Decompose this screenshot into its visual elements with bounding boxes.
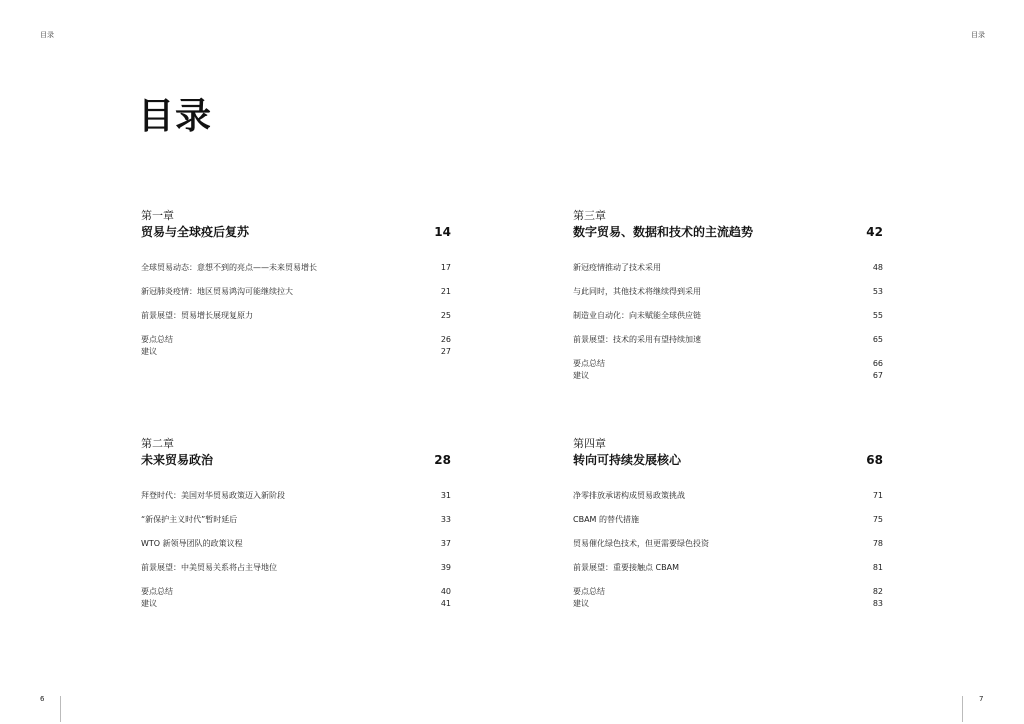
chapter-label: 第四章 xyxy=(573,437,606,450)
entry-title: 拜登时代：美国对华贸易政策迈入新阶段 xyxy=(141,491,285,500)
toc-entry[interactable] xyxy=(141,346,451,358)
chapter-page-number: 42 xyxy=(866,225,883,239)
chapter-entries xyxy=(141,490,451,610)
chapter-page-number: 28 xyxy=(434,453,451,467)
entry-title: 要点总结 xyxy=(573,359,605,368)
page-number-right: 7 xyxy=(979,695,984,703)
toc-entry[interactable] xyxy=(141,514,451,526)
entry-page: 82 xyxy=(872,587,883,596)
toc-entry[interactable] xyxy=(141,262,451,274)
toc-entry[interactable] xyxy=(141,562,451,574)
entry-page: 75 xyxy=(872,515,883,524)
chapter-title: 数字贸易、数据和技术的主流趋势 xyxy=(573,225,754,239)
toc-entry[interactable] xyxy=(573,562,883,574)
entry-page: 27 xyxy=(440,347,451,356)
entry-page: 65 xyxy=(872,335,883,344)
folio-divider-left xyxy=(60,696,61,722)
entry-title: 要点总结 xyxy=(573,587,605,596)
toc-entry[interactable] xyxy=(573,334,883,346)
toc-entry[interactable] xyxy=(573,358,883,370)
toc-entry[interactable] xyxy=(573,514,883,526)
entry-page: 66 xyxy=(872,359,883,368)
running-head-right: 目录 xyxy=(971,31,985,39)
toc-entry[interactable] xyxy=(573,286,883,298)
toc-entry[interactable] xyxy=(141,490,451,502)
entry-title: 前景展望：重要接触点 CBAM xyxy=(573,563,679,572)
toc-entry[interactable] xyxy=(573,310,883,322)
toc-entry[interactable] xyxy=(573,538,883,550)
entry-page: 81 xyxy=(872,563,883,572)
entry-title: 建议 xyxy=(573,371,589,380)
chapter-label: 第二章 xyxy=(141,437,174,450)
entry-page: 67 xyxy=(872,371,883,380)
chapter-page-number: 14 xyxy=(434,225,451,239)
toc-entry[interactable] xyxy=(573,370,883,382)
chapter-entries xyxy=(141,262,451,358)
chapter-title: 转向可持续发展核心 xyxy=(573,453,682,467)
entry-title: 贸易催化绿色技术，但更需要绿色投资 xyxy=(573,539,709,548)
entry-page: 37 xyxy=(440,539,451,548)
entry-title: 要点总结 xyxy=(141,335,173,344)
toc-entry[interactable] xyxy=(141,598,451,610)
entry-title: 要点总结 xyxy=(141,587,173,596)
chapter-heading[interactable] xyxy=(141,224,451,240)
entry-page: 21 xyxy=(440,287,451,296)
entry-page: 33 xyxy=(440,515,451,524)
entry-page: 31 xyxy=(440,491,451,500)
toc-entry[interactable] xyxy=(141,334,451,346)
entry-page: 26 xyxy=(440,335,451,344)
chapter-4 xyxy=(573,437,883,610)
entry-title: 前景展望：中美贸易关系将占主导地位 xyxy=(141,563,277,572)
entry-title: 净零排放承诺构成贸易政策挑战 xyxy=(573,491,685,500)
entry-title: 建议 xyxy=(573,599,589,608)
toc-entry[interactable] xyxy=(141,310,451,322)
chapter-heading[interactable] xyxy=(573,452,883,468)
page-number-left: 6 xyxy=(40,695,45,703)
entry-title: 新冠疫情推动了技术采用 xyxy=(573,263,661,272)
entry-page: 25 xyxy=(440,311,451,320)
entry-title: 新冠肺炎疫情：地区贸易鸿沟可能继续拉大 xyxy=(141,287,293,296)
entry-title: 全球贸易动态：意想不到的亮点——未来贸易增长 xyxy=(141,263,317,272)
chapter-label: 第三章 xyxy=(573,209,606,222)
entry-title: 前景展望：贸易增长展现复原力 xyxy=(141,311,253,320)
entry-page: 71 xyxy=(872,491,883,500)
entry-page: 39 xyxy=(440,563,451,572)
entry-title: 前景展望：技术的采用有望持续加速 xyxy=(573,335,701,344)
entry-title: 制造业自动化：向未赋能全球供应链 xyxy=(573,311,701,320)
chapter-1 xyxy=(141,209,451,358)
entry-page: 78 xyxy=(872,539,883,548)
chapter-title: 未来贸易政治 xyxy=(141,453,214,467)
entry-page: 48 xyxy=(872,263,883,272)
chapter-2 xyxy=(141,437,451,610)
entry-title: WTO 新领导团队的政策议程 xyxy=(141,539,243,548)
entry-page: 53 xyxy=(872,287,883,296)
folio-divider-right xyxy=(962,696,963,722)
chapter-3 xyxy=(573,209,883,382)
entry-title: 建议 xyxy=(141,347,157,356)
entry-page: 83 xyxy=(872,599,883,608)
page-title: 目录 xyxy=(138,96,213,137)
entry-page: 41 xyxy=(440,599,451,608)
chapter-entries xyxy=(573,262,883,382)
entry-title: “新保护主义时代”暂时延后 xyxy=(141,515,238,524)
toc-entry[interactable] xyxy=(573,598,883,610)
chapter-title: 贸易与全球疫后复苏 xyxy=(141,225,250,239)
chapter-heading[interactable] xyxy=(141,452,451,468)
toc-entry[interactable] xyxy=(141,286,451,298)
entry-page: 55 xyxy=(872,311,883,320)
chapter-entries xyxy=(573,490,883,610)
entry-title: 与此同时，其他技术将继续得到采用 xyxy=(573,287,701,296)
entry-title: CBAM 的替代措施 xyxy=(573,515,639,524)
toc-entry[interactable] xyxy=(573,490,883,502)
entry-page: 17 xyxy=(440,263,451,272)
entry-title: 建议 xyxy=(141,599,157,608)
chapter-label: 第一章 xyxy=(141,209,174,222)
chapter-heading[interactable] xyxy=(573,224,883,240)
toc-entry[interactable] xyxy=(573,262,883,274)
entry-page: 40 xyxy=(440,587,451,596)
running-head-left: 目录 xyxy=(40,31,54,39)
toc-entry[interactable] xyxy=(141,586,451,598)
toc-entry[interactable] xyxy=(141,538,451,550)
toc-entry[interactable] xyxy=(573,586,883,598)
chapter-page-number: 68 xyxy=(866,453,883,467)
